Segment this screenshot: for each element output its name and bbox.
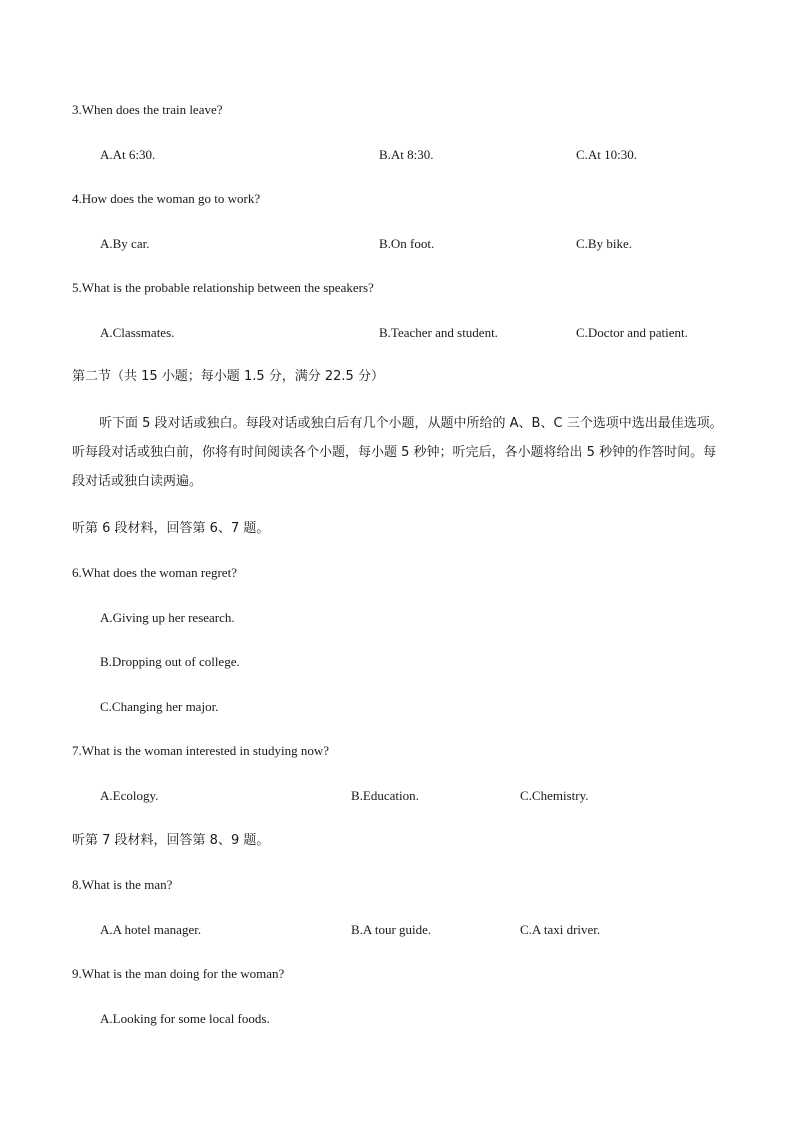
option-3b: B.At 8:30. [379,147,434,162]
material-7-instruction: 听第 7 段材料，回答第 8、9 题。 [72,833,270,848]
question-8: 8.What is the man? [72,877,173,892]
option-4b: B.On foot. [379,236,435,251]
option-9a: A.Looking for some local foods. [100,1011,270,1026]
option-6c: C.Changing her major. [100,699,219,714]
question-7: 7.What is the woman interested in studying now? [72,743,330,758]
material-6-instruction: 听第 6 段材料，回答第 6、7 题。 [72,521,270,536]
section-heading: 第二节（共 15 小题；每小题 1.5 分，满分 22.5 分） [72,369,384,384]
option-5b: B.Teacher and student. [379,325,498,340]
question-9: 9.What is the man doing for the woman? [72,966,285,981]
option-6b: B.Dropping out of college. [100,654,240,669]
option-3a: A.At 6:30. [100,147,156,162]
option-6a: A.Giving up her research. [100,610,235,625]
option-4c: C.By bike. [576,236,632,251]
option-8a: A.A hotel manager. [100,922,202,937]
option-4a: A.By car. [100,236,150,251]
option-7a: A.Ecology. [100,788,159,803]
option-5c: C.Doctor and patient. [576,325,688,340]
option-8c: C.A taxi driver. [520,922,601,937]
option-3c: C.At 10:30. [576,147,638,162]
question-3: 3.When does the train leave? [72,102,223,117]
question-4: 4.How does the woman go to work? [72,191,261,206]
option-8b: B.A tour guide. [351,922,432,937]
question-5: 5.What is the probable relationship between the speakers? [72,280,374,295]
option-7b: B.Education. [351,788,419,803]
section-instructions: 听下面 5 段对话或独白。每段对话或独白后有几个小题，从题中所给的 A、B、C 三个选项中选出最佳选项。听每段对话或独白前，你将有时间阅读各个小题，每小题 5 秒钟；听完后，各小题将给出 5 秒钟的作答时间。每段对话或独白读两遍。 [72,416,723,489]
option-7c: C.Chemistry. [520,788,589,803]
option-5a: A.Classmates. [100,325,175,340]
question-6: 6.What does the woman regret? [72,565,237,580]
